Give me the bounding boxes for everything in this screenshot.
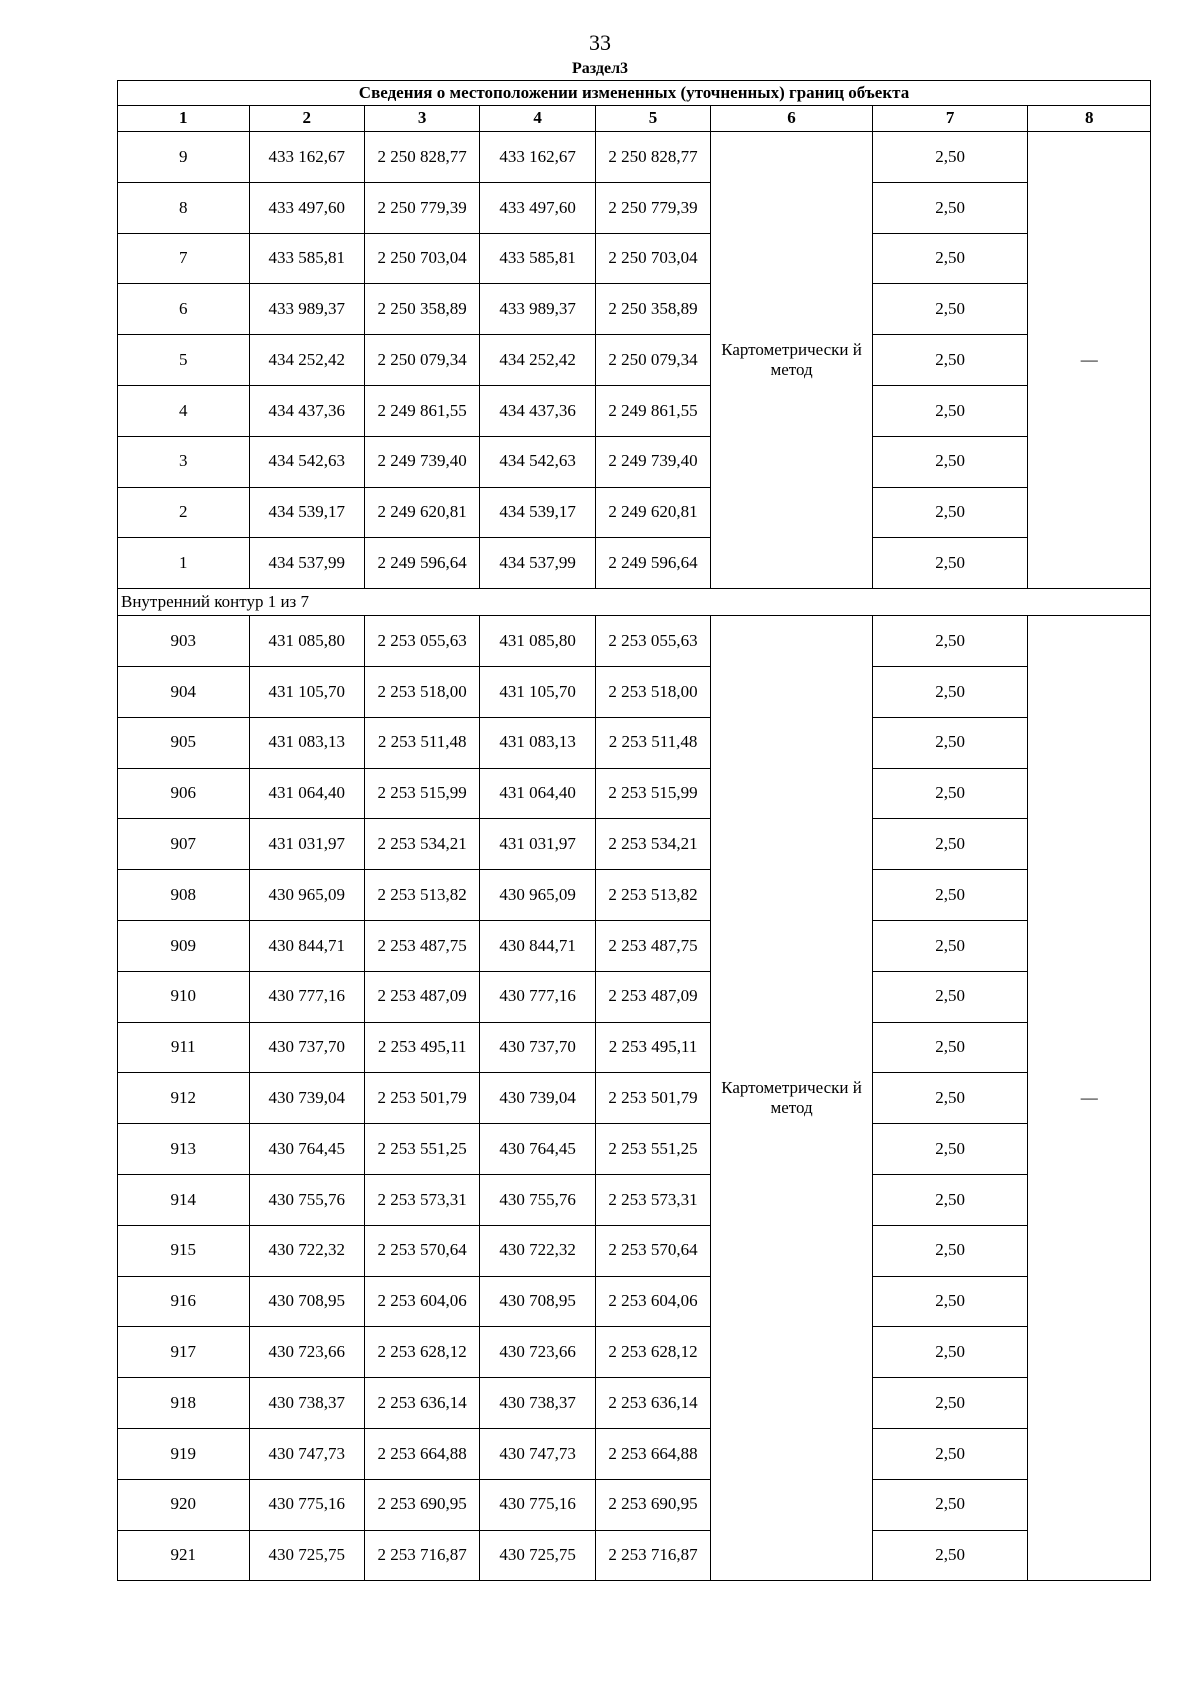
x-old-cell: 434 437,36 xyxy=(249,385,364,436)
x-new-cell: 430 723,66 xyxy=(480,1327,595,1378)
table-caption: Сведения о местоположении измененных (уточненных) границ объекта xyxy=(118,81,1151,106)
dash-cell: — xyxy=(1028,132,1151,589)
y-new-cell: 2 249 620,81 xyxy=(595,487,710,538)
point-number-cell: 918 xyxy=(118,1378,250,1429)
accuracy-cell: 2,50 xyxy=(872,971,1028,1022)
y-old-cell: 2 253 573,31 xyxy=(364,1174,479,1225)
accuracy-cell: 2,50 xyxy=(872,1479,1028,1530)
column-number: 4 xyxy=(480,106,595,132)
y-old-cell: 2 250 358,89 xyxy=(364,284,479,335)
y-old-cell: 2 253 636,14 xyxy=(364,1378,479,1429)
table-row xyxy=(118,1428,1151,1479)
y-old-cell: 2 253 501,79 xyxy=(364,1073,479,1124)
point-number-cell: 913 xyxy=(118,1124,250,1175)
accuracy-cell: 2,50 xyxy=(872,1428,1028,1479)
x-new-cell: 430 965,09 xyxy=(480,870,595,921)
y-old-cell: 2 253 515,99 xyxy=(364,768,479,819)
x-new-cell: 430 764,45 xyxy=(480,1124,595,1175)
x-old-cell: 430 755,76 xyxy=(249,1174,364,1225)
column-number: 3 xyxy=(364,106,479,132)
point-number-cell: 6 xyxy=(118,284,250,335)
x-new-cell: 430 725,75 xyxy=(480,1530,595,1581)
x-new-cell: 430 755,76 xyxy=(480,1174,595,1225)
x-old-cell: 434 252,42 xyxy=(249,335,364,386)
y-new-cell: 2 250 779,39 xyxy=(595,182,710,233)
accuracy-cell: 2,50 xyxy=(872,487,1028,538)
accuracy-cell: 2,50 xyxy=(872,182,1028,233)
x-new-cell: 431 085,80 xyxy=(480,616,595,667)
boundary-coordinates-table xyxy=(117,80,1151,1581)
y-new-cell: 2 250 358,89 xyxy=(595,284,710,335)
table-row xyxy=(118,1022,1151,1073)
x-new-cell: 431 105,70 xyxy=(480,666,595,717)
y-new-cell: 2 249 739,40 xyxy=(595,436,710,487)
column-number: 7 xyxy=(872,106,1028,132)
dash-cell: — xyxy=(1028,616,1151,1581)
x-new-cell: 430 708,95 xyxy=(480,1276,595,1327)
y-new-cell: 2 253 573,31 xyxy=(595,1174,710,1225)
point-number-cell: 919 xyxy=(118,1428,250,1479)
y-old-cell: 2 253 513,82 xyxy=(364,870,479,921)
y-new-cell: 2 250 828,77 xyxy=(595,132,710,183)
y-old-cell: 2 253 518,00 xyxy=(364,666,479,717)
y-new-cell: 2 249 596,64 xyxy=(595,538,710,589)
y-old-cell: 2 249 596,64 xyxy=(364,538,479,589)
y-old-cell: 2 250 828,77 xyxy=(364,132,479,183)
x-old-cell: 430 739,04 xyxy=(249,1073,364,1124)
y-new-cell: 2 253 515,99 xyxy=(595,768,710,819)
x-old-cell: 430 737,70 xyxy=(249,1022,364,1073)
method-cell: Картометрически й метод xyxy=(711,132,873,589)
table-row xyxy=(118,870,1151,921)
point-number-cell: 2 xyxy=(118,487,250,538)
x-old-cell: 431 064,40 xyxy=(249,768,364,819)
table-row xyxy=(118,335,1151,386)
accuracy-cell: 2,50 xyxy=(872,717,1028,768)
point-number-cell: 912 xyxy=(118,1073,250,1124)
x-new-cell: 434 542,63 xyxy=(480,436,595,487)
accuracy-cell: 2,50 xyxy=(872,335,1028,386)
y-old-cell: 2 253 690,95 xyxy=(364,1479,479,1530)
point-number-cell: 911 xyxy=(118,1022,250,1073)
y-new-cell: 2 253 534,21 xyxy=(595,819,710,870)
accuracy-cell: 2,50 xyxy=(872,436,1028,487)
x-new-cell: 430 739,04 xyxy=(480,1073,595,1124)
x-old-cell: 430 844,71 xyxy=(249,920,364,971)
table-row xyxy=(118,819,1151,870)
accuracy-cell: 2,50 xyxy=(872,538,1028,589)
y-new-cell: 2 253 604,06 xyxy=(595,1276,710,1327)
x-new-cell: 430 722,32 xyxy=(480,1225,595,1276)
column-number: 8 xyxy=(1028,106,1151,132)
x-new-cell: 430 738,37 xyxy=(480,1378,595,1429)
column-number: 2 xyxy=(249,106,364,132)
table-row xyxy=(118,666,1151,717)
accuracy-cell: 2,50 xyxy=(872,1378,1028,1429)
point-number-cell: 909 xyxy=(118,920,250,971)
y-new-cell: 2 253 518,00 xyxy=(595,666,710,717)
y-old-cell: 2 253 604,06 xyxy=(364,1276,479,1327)
point-number-cell: 904 xyxy=(118,666,250,717)
accuracy-cell: 2,50 xyxy=(872,1225,1028,1276)
y-new-cell: 2 250 079,34 xyxy=(595,335,710,386)
accuracy-cell: 2,50 xyxy=(872,819,1028,870)
table-row xyxy=(118,385,1151,436)
x-old-cell: 430 775,16 xyxy=(249,1479,364,1530)
table-row xyxy=(118,436,1151,487)
x-old-cell: 430 725,75 xyxy=(249,1530,364,1581)
table-row xyxy=(118,971,1151,1022)
x-old-cell: 430 965,09 xyxy=(249,870,364,921)
accuracy-cell: 2,50 xyxy=(872,132,1028,183)
point-number-cell: 917 xyxy=(118,1327,250,1378)
y-old-cell: 2 253 664,88 xyxy=(364,1428,479,1479)
point-number-cell: 920 xyxy=(118,1479,250,1530)
point-number-cell: 4 xyxy=(118,385,250,436)
x-new-cell: 433 989,37 xyxy=(480,284,595,335)
point-number-cell: 8 xyxy=(118,182,250,233)
x-old-cell: 434 537,99 xyxy=(249,538,364,589)
table-row xyxy=(118,1530,1151,1581)
table-row xyxy=(118,1327,1151,1378)
x-new-cell: 431 064,40 xyxy=(480,768,595,819)
accuracy-cell: 2,50 xyxy=(872,768,1028,819)
x-old-cell: 430 747,73 xyxy=(249,1428,364,1479)
y-new-cell: 2 253 636,14 xyxy=(595,1378,710,1429)
accuracy-cell: 2,50 xyxy=(872,870,1028,921)
y-new-cell: 2 253 664,88 xyxy=(595,1428,710,1479)
y-new-cell: 2 253 487,75 xyxy=(595,920,710,971)
column-numbers-row xyxy=(118,106,1151,132)
x-new-cell: 434 537,99 xyxy=(480,538,595,589)
y-old-cell: 2 253 534,21 xyxy=(364,819,479,870)
accuracy-cell: 2,50 xyxy=(872,920,1028,971)
table-row xyxy=(118,1124,1151,1175)
x-new-cell: 433 585,81 xyxy=(480,233,595,284)
table-caption-row xyxy=(118,81,1151,106)
y-new-cell: 2 253 487,09 xyxy=(595,971,710,1022)
y-new-cell: 2 253 716,87 xyxy=(595,1530,710,1581)
x-new-cell: 430 844,71 xyxy=(480,920,595,971)
y-old-cell: 2 253 055,63 xyxy=(364,616,479,667)
y-new-cell: 2 253 511,48 xyxy=(595,717,710,768)
y-old-cell: 2 250 079,34 xyxy=(364,335,479,386)
x-old-cell: 430 764,45 xyxy=(249,1124,364,1175)
table-body xyxy=(118,81,1151,1581)
table-row xyxy=(118,1276,1151,1327)
x-old-cell: 430 723,66 xyxy=(249,1327,364,1378)
accuracy-cell: 2,50 xyxy=(872,1530,1028,1581)
x-old-cell: 430 777,16 xyxy=(249,971,364,1022)
x-new-cell: 430 747,73 xyxy=(480,1428,595,1479)
x-old-cell: 434 542,63 xyxy=(249,436,364,487)
y-new-cell: 2 253 570,64 xyxy=(595,1225,710,1276)
y-old-cell: 2 250 779,39 xyxy=(364,182,479,233)
column-number: 5 xyxy=(595,106,710,132)
table-row xyxy=(118,1073,1151,1124)
x-new-cell: 431 031,97 xyxy=(480,819,595,870)
x-new-cell: 434 437,36 xyxy=(480,385,595,436)
page-number: 33 xyxy=(589,30,611,55)
table-row xyxy=(118,132,1151,183)
table-row xyxy=(118,1378,1151,1429)
accuracy-cell: 2,50 xyxy=(872,1276,1028,1327)
y-old-cell: 2 250 703,04 xyxy=(364,233,479,284)
x-new-cell: 434 252,42 xyxy=(480,335,595,386)
point-number-cell: 9 xyxy=(118,132,250,183)
y-old-cell: 2 253 716,87 xyxy=(364,1530,479,1581)
point-number-cell: 907 xyxy=(118,819,250,870)
accuracy-cell: 2,50 xyxy=(872,1073,1028,1124)
x-new-cell: 430 737,70 xyxy=(480,1022,595,1073)
table-row xyxy=(118,768,1151,819)
point-number-cell: 908 xyxy=(118,870,250,921)
x-old-cell: 433 162,67 xyxy=(249,132,364,183)
x-old-cell: 433 585,81 xyxy=(249,233,364,284)
accuracy-cell: 2,50 xyxy=(872,1327,1028,1378)
x-old-cell: 430 722,32 xyxy=(249,1225,364,1276)
table-row xyxy=(118,1225,1151,1276)
y-old-cell: 2 253 495,11 xyxy=(364,1022,479,1073)
x-old-cell: 431 085,80 xyxy=(249,616,364,667)
accuracy-cell: 2,50 xyxy=(872,233,1028,284)
y-new-cell: 2 249 861,55 xyxy=(595,385,710,436)
x-new-cell: 433 497,60 xyxy=(480,182,595,233)
point-number-cell: 5 xyxy=(118,335,250,386)
x-old-cell: 434 539,17 xyxy=(249,487,364,538)
accuracy-cell: 2,50 xyxy=(872,284,1028,335)
accuracy-cell: 2,50 xyxy=(872,616,1028,667)
y-new-cell: 2 253 495,11 xyxy=(595,1022,710,1073)
x-old-cell: 433 989,37 xyxy=(249,284,364,335)
table-row xyxy=(118,616,1151,667)
table-row xyxy=(118,284,1151,335)
column-number: 1 xyxy=(118,106,250,132)
column-number: 6 xyxy=(711,106,873,132)
x-new-cell: 430 777,16 xyxy=(480,971,595,1022)
point-number-cell: 921 xyxy=(118,1530,250,1581)
table-row xyxy=(118,233,1151,284)
table-row xyxy=(118,717,1151,768)
x-new-cell: 430 775,16 xyxy=(480,1479,595,1530)
y-old-cell: 2 253 551,25 xyxy=(364,1124,479,1175)
y-old-cell: 2 253 511,48 xyxy=(364,717,479,768)
table-row xyxy=(118,1174,1151,1225)
contour-header-row xyxy=(118,589,1151,616)
x-old-cell: 431 031,97 xyxy=(249,819,364,870)
point-number-cell: 916 xyxy=(118,1276,250,1327)
table-row xyxy=(118,920,1151,971)
y-new-cell: 2 253 690,95 xyxy=(595,1479,710,1530)
x-new-cell: 433 162,67 xyxy=(480,132,595,183)
y-old-cell: 2 253 487,75 xyxy=(364,920,479,971)
point-number-cell: 1 xyxy=(118,538,250,589)
point-number-cell: 905 xyxy=(118,717,250,768)
accuracy-cell: 2,50 xyxy=(872,385,1028,436)
y-new-cell: 2 250 703,04 xyxy=(595,233,710,284)
table-row xyxy=(118,538,1151,589)
x-new-cell: 434 539,17 xyxy=(480,487,595,538)
accuracy-cell: 2,50 xyxy=(872,1022,1028,1073)
point-number-cell: 914 xyxy=(118,1174,250,1225)
table-row xyxy=(118,182,1151,233)
y-new-cell: 2 253 513,82 xyxy=(595,870,710,921)
y-new-cell: 2 253 055,63 xyxy=(595,616,710,667)
y-new-cell: 2 253 551,25 xyxy=(595,1124,710,1175)
accuracy-cell: 2,50 xyxy=(872,1124,1028,1175)
method-cell: Картометрически й метод xyxy=(711,616,873,1581)
point-number-cell: 7 xyxy=(118,233,250,284)
x-new-cell: 431 083,13 xyxy=(480,717,595,768)
contour-label: Внутренний контур 1 из 7 xyxy=(118,589,1151,616)
x-old-cell: 431 083,13 xyxy=(249,717,364,768)
x-old-cell: 430 738,37 xyxy=(249,1378,364,1429)
point-number-cell: 903 xyxy=(118,616,250,667)
section-title: Раздел3 xyxy=(571,60,629,77)
y-new-cell: 2 253 628,12 xyxy=(595,1327,710,1378)
y-old-cell: 2 253 570,64 xyxy=(364,1225,479,1276)
y-old-cell: 2 249 739,40 xyxy=(364,436,479,487)
y-old-cell: 2 253 487,09 xyxy=(364,971,479,1022)
point-number-cell: 3 xyxy=(118,436,250,487)
table-row xyxy=(118,1479,1151,1530)
point-number-cell: 910 xyxy=(118,971,250,1022)
y-old-cell: 2 249 620,81 xyxy=(364,487,479,538)
x-old-cell: 431 105,70 xyxy=(249,666,364,717)
point-number-cell: 906 xyxy=(118,768,250,819)
x-old-cell: 433 497,60 xyxy=(249,182,364,233)
table-row xyxy=(118,487,1151,538)
y-new-cell: 2 253 501,79 xyxy=(595,1073,710,1124)
accuracy-cell: 2,50 xyxy=(872,666,1028,717)
x-old-cell: 430 708,95 xyxy=(249,1276,364,1327)
point-number-cell: 915 xyxy=(118,1225,250,1276)
y-old-cell: 2 253 628,12 xyxy=(364,1327,479,1378)
accuracy-cell: 2,50 xyxy=(872,1174,1028,1225)
y-old-cell: 2 249 861,55 xyxy=(364,385,479,436)
